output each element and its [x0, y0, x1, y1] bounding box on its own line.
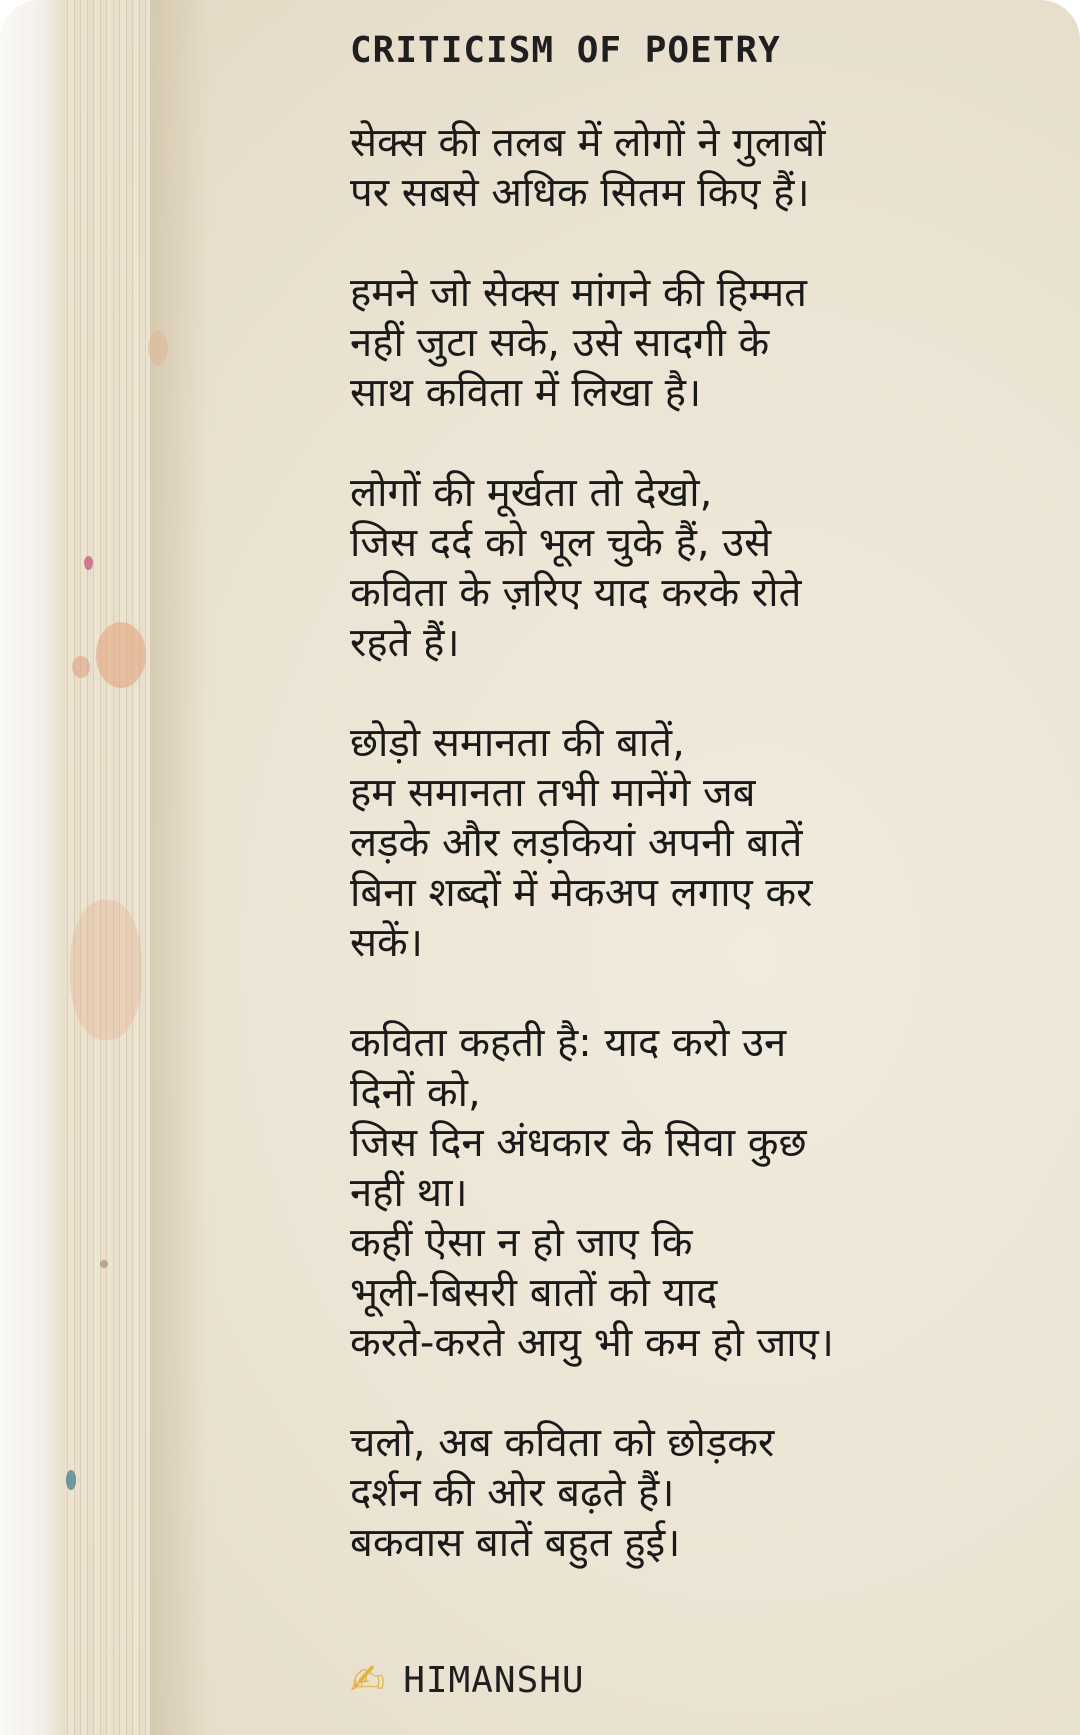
paint-stain — [100, 1260, 108, 1268]
stanza — [350, 718, 1050, 968]
paint-stain — [96, 622, 146, 688]
stanza — [350, 118, 1050, 218]
paint-stain — [148, 330, 168, 366]
poem-line: नहीं जुटा सके, उसे सादगी के — [350, 320, 770, 366]
poem-line: छोड़ो समानता की बातें, — [350, 720, 685, 766]
poem-line: नहीं था। — [350, 1170, 468, 1216]
poem-line: बकवास बातें बहुत हुई। — [350, 1520, 681, 1566]
page-left-strip — [0, 0, 62, 1735]
poem-line: सकें। — [350, 920, 423, 966]
writing-hand-icon: ✍ — [350, 1655, 386, 1704]
poem-line: लोगों की मूर्खता तो देखो, — [350, 470, 713, 516]
poem-title: CRITICISM OF POETRY — [350, 30, 781, 71]
poem-line: सेक्स की तलब में लोगों ने गुलाबों — [350, 120, 826, 166]
stanza — [350, 1018, 1050, 1368]
poem-line: कविता के ज़रिए याद करके रोते — [350, 570, 802, 616]
poem-line: रहते हैं। — [350, 620, 460, 666]
poem-line: जिस दिन अंधकार के सिवा कुछ — [350, 1120, 807, 1166]
paint-stain — [66, 1470, 76, 1490]
poem-line: भूली-बिसरी बातों को याद — [350, 1270, 718, 1316]
poem-line: पर सबसे अधिक सितम किए हैं। — [350, 170, 810, 216]
poem-line: करते-करते आयु भी कम हो जाए। — [350, 1320, 834, 1366]
poem-line: जिस दर्द को भूल चुके हैं, उसे — [350, 520, 772, 566]
poem-line: कविता कहती है: याद करो उन — [350, 1020, 787, 1066]
poem-line: चलो, अब कविता को छोड़कर — [350, 1420, 775, 1466]
poem-line: बिना शब्दों में मेकअप लगाए कर — [350, 870, 813, 916]
stanza — [350, 468, 1050, 668]
stanza — [350, 1418, 1050, 1568]
paint-stain — [72, 656, 90, 678]
poem-line: कहीं ऐसा न हो जाए कि — [350, 1220, 693, 1266]
poem-body — [350, 118, 1050, 1618]
poem-line: दिनों को, — [350, 1070, 481, 1116]
signature — [350, 1655, 585, 1705]
paint-stain — [70, 900, 142, 1040]
poem-line: हमने जो सेक्स मांगने की हिम्मत — [350, 270, 807, 316]
stanza — [350, 268, 1050, 418]
book-gutter-shadow — [150, 0, 210, 1735]
poem-line: लड़के और लड़कियां अपनी बातें — [350, 820, 803, 866]
poem-line: साथ कविता में लिखा है। — [350, 370, 702, 416]
poem-line: हम समानता तभी मानेंगे जब — [350, 770, 756, 816]
author-name: HIMANSHU — [403, 1659, 585, 1701]
paint-stain — [84, 556, 93, 570]
poem-line: दर्शन की ओर बढ़ते हैं। — [350, 1470, 675, 1516]
